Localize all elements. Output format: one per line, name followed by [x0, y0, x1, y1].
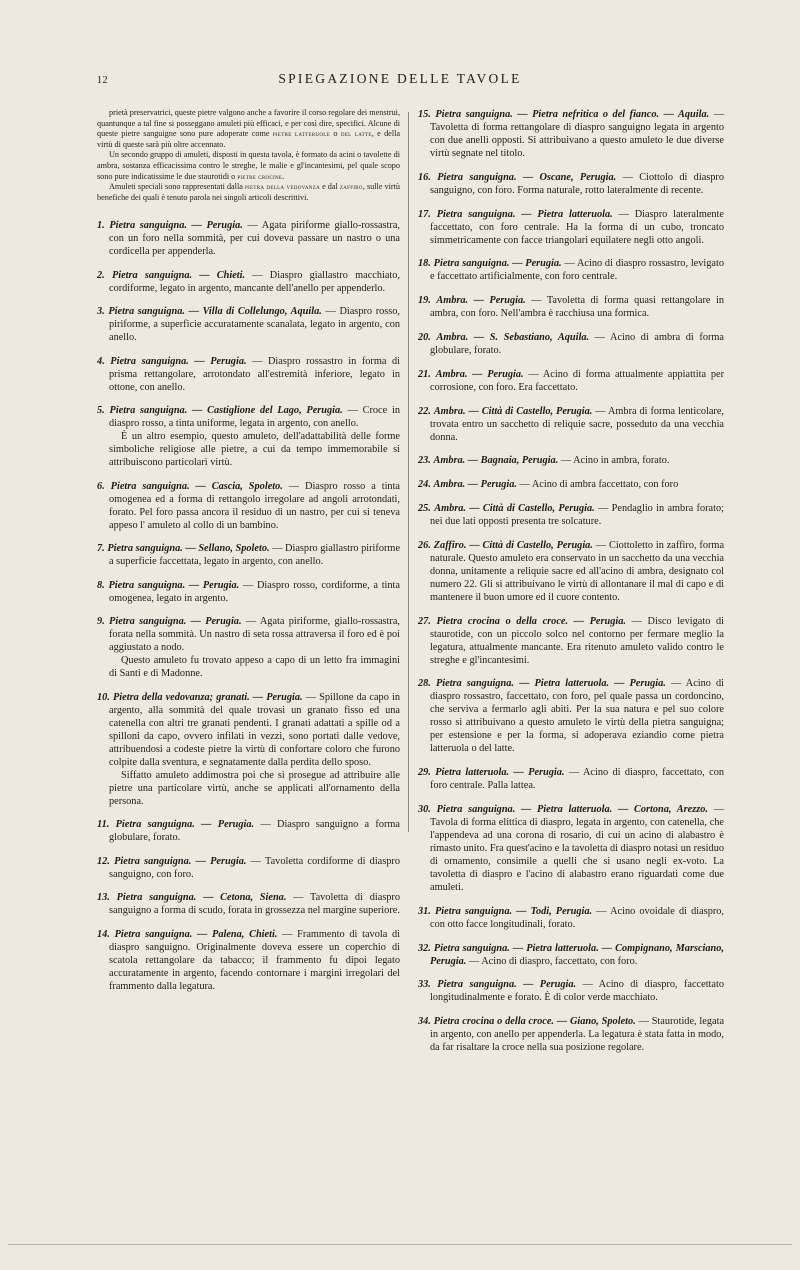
- entry-number: 15.: [418, 109, 431, 120]
- catalog-entry: [418, 677, 724, 755]
- entry-description: — Tavoletta cordiforme di diaspro sanguigno, con foro.: [109, 855, 400, 880]
- catalog-entry: [418, 171, 724, 197]
- entry-description: — Croce in diaspro rosso, a tinta uniforme, legata in argento, con anello.: [109, 405, 400, 430]
- entry-number: 12.: [97, 855, 110, 867]
- entry-heading: Pietra della vedovanza; granati. — Perugia.: [113, 691, 303, 703]
- catalog-entry: [97, 891, 400, 917]
- entry-number: 1.: [97, 220, 105, 232]
- entry-description: — Acino di diaspro rossastro, levigato e faccettato artificialmente, con foro centrale.: [430, 258, 724, 283]
- entry-list-right: [418, 108, 724, 1054]
- entry-heading: Ambra. — Perugia.: [436, 295, 526, 307]
- catalog-entry: [418, 905, 724, 931]
- entry-description: — Acino di ambra faccettato, con foro: [516, 479, 679, 491]
- entry-description: — Acino di diaspro, faccettato, con foro centrale. Palla lattea.: [430, 767, 724, 792]
- catalog-entry: [418, 208, 724, 247]
- scan-edge-line: [8, 1244, 792, 1245]
- entry-note: Siffatto amuleto addimostra poi che si prosegue ad attribuire alle pietre una particolare virtù, anche se applicati all'ornamento della persona.: [109, 769, 400, 807]
- entry-description: — Diaspro rosso, cordiforme, a tinta omogenea, legato in argento.: [109, 579, 400, 604]
- entry-heading: Pietra latteruola. — Perugia.: [435, 767, 565, 779]
- catalog-entry: [418, 978, 724, 1004]
- entry-number: 8.: [97, 579, 105, 591]
- catalog-entry: [97, 404, 400, 469]
- small-caps-term: pietra della vedovanza: [244, 182, 320, 192]
- catalog-entry: [97, 928, 400, 993]
- intro-text-span: Un secondo gruppo di amuleti, disposti in questa tavola, è formato da acini o tavolette di ambra, sostanza efficacissima contro le streghe, le malie e gl'incantesimi, pel quale scopo sono pure indicatissime le due staurotidi o: [97, 150, 400, 181]
- catalog-entry: [418, 405, 724, 444]
- catalog-entry: [418, 331, 724, 357]
- intro-text-span: .: [282, 171, 285, 181]
- entry-number: 9.: [97, 616, 105, 628]
- entry-heading: Pietra sanguigna. — Perugia.: [110, 355, 247, 367]
- entry-number: 28.: [418, 678, 431, 690]
- entry-description: — Diaspro giallastro piriforme a superficie faccettata, legato in argento, con anello.: [109, 543, 401, 568]
- entry-number: 3.: [97, 306, 105, 318]
- entry-number: 10.: [97, 691, 110, 703]
- entry-description: — Acino ovoidale di diaspro, con otto facce longitudinali, forato.: [430, 905, 724, 930]
- intro-paragraph: [97, 150, 400, 182]
- entry-description: — Acino di diaspro, faccettato, con foro.: [466, 955, 638, 967]
- entry-number: 19.: [418, 295, 431, 307]
- entry-description: — Tavoletta di forma rettangolare di diaspro sanguigno legata in argento con due anelli opposti. Si attribuivano a questo amuleto le due diverse virtù segnate nel titolo.: [430, 109, 725, 159]
- entry-number: 16.: [418, 171, 431, 183]
- entry-heading: Pietra sanguigna. — Pietra latteruola.: [436, 208, 613, 220]
- entry-description: — Agata piriforme giallo-rossastra, con un foro nella sommità, per cui doveva passare un nastro o una cordicella per appenderla.: [109, 220, 400, 258]
- entry-heading: Pietra sanguigna. — Sellano, Spoleto.: [107, 543, 270, 555]
- small-caps-term: del latte: [340, 129, 372, 139]
- entry-description: — Acino di ambra di forma globulare, forato.: [430, 331, 724, 356]
- small-caps-term: pietre latteruole: [272, 129, 330, 139]
- entry-heading: Pietra sanguigna. — Todi, Perugia.: [435, 905, 593, 917]
- entry-description: — Diaspro sanguigno a forma globulare, forato.: [109, 819, 400, 844]
- entry-heading: Pietra sanguigna. — Perugia.: [437, 979, 577, 991]
- intro-paragraph: [97, 182, 400, 203]
- catalog-entry: [97, 305, 400, 344]
- entry-number: 32.: [418, 942, 431, 954]
- entry-number: 5.: [97, 405, 105, 417]
- entry-heading: Pietra sanguigna. — Perugia.: [114, 855, 247, 867]
- entry-note: Questo amuleto fu trovato appeso a capo di un letto fra immagini di Santi e di Madonne.: [109, 655, 400, 680]
- page-number: 12: [97, 75, 108, 86]
- entry-heading: Pietra sanguigna. — Chieti.: [111, 269, 246, 281]
- entry-heading: Pietra sanguigna. — Oscane, Perugia.: [437, 171, 617, 183]
- entry-number: 30.: [418, 803, 431, 815]
- catalog-entry: [97, 355, 400, 394]
- entry-description: — Acino di diaspro, faccettato longitudinalmente e forato. È di color verde macchiato.: [430, 979, 724, 1004]
- entry-number: 25.: [418, 502, 431, 514]
- entry-description: — Acino di forma attualmente appiattita per corrosione, con foro. Era faccettato.: [430, 368, 725, 393]
- entry-number: 34.: [418, 1016, 431, 1028]
- entry-number: 23.: [418, 455, 431, 467]
- catalog-entry: [97, 855, 400, 881]
- catalog-entry: [418, 257, 724, 283]
- entry-number: 7.: [97, 543, 105, 555]
- entry-number: 26.: [418, 539, 431, 551]
- entry-number: 6.: [97, 480, 105, 492]
- entry-number: 11.: [97, 819, 110, 831]
- entry-heading: Pietra sanguigna. — Cetona, Siena.: [116, 892, 287, 904]
- entry-number: 22.: [418, 405, 431, 417]
- entry-description: — Frammento di tavola di diaspro sanguigno. Originalmente doveva essere un coperchio di scatola rettangolare da tabacco; il frammento fu dipoi legato accuratamente in argento, facendo contornare i margini irregolari del frammento dalla legatura.: [109, 928, 401, 992]
- catalog-entry: [418, 539, 724, 604]
- entry-heading: Pietra sanguigna. — Perugia.: [109, 616, 242, 628]
- entry-description: — Tavoletta di forma quasi rettangolare in ambra, con foro. Nell'ambra è racchiusa una formica.: [430, 295, 724, 320]
- entry-number: 29.: [418, 767, 431, 779]
- entry-heading: Zaffiro. — Città di Castello, Perugia.: [433, 539, 593, 551]
- entry-description: — Tavoletta di diaspro sanguigno a forma di scudo, forata in grossezza nel margine superiore.: [109, 892, 401, 917]
- entry-description: — Acino in ambra, forato.: [558, 455, 670, 467]
- catalog-entry: [418, 368, 724, 394]
- catalog-entry: [418, 478, 724, 491]
- catalog-entry: [97, 579, 400, 605]
- entry-description: — Staurotide, legata in argento, con anello per appenderla. La legatura è stata fatta in modo, da far risaltare la croce nella sua posizione regolare.: [430, 1016, 725, 1054]
- entry-heading: Pietra sanguigna. — Castiglione del Lago, Perugia.: [109, 405, 343, 417]
- entry-number: 20.: [418, 331, 431, 343]
- intro-text-span: Amuleti speciali sono rappresentati dalla: [109, 182, 245, 192]
- entry-description: — Diaspro rossastro in forma di prisma rettangolare, arrotondato all'estremità inferiore, legato in ottone, con anello.: [109, 355, 400, 393]
- entry-heading: Pietra sanguigna. — Cascia, Spoleto.: [110, 480, 283, 492]
- entry-heading: Pietra sanguigna. — Pietra latteruola. — Perugia.: [435, 678, 666, 690]
- entry-heading: Pietra sanguigna. — Villa di Collelungo, Aquila.: [108, 306, 322, 318]
- entry-heading: Ambra. — Perugia.: [433, 479, 517, 491]
- catalog-entry: [97, 219, 400, 258]
- catalog-entry: [97, 269, 400, 295]
- entry-note: È un altro esempio, questo amuleto, dell'adattabilità delle forme simboliche religiose alle pietre, a cui da tempo immemorabile si attribuiscono particolari virtù.: [109, 431, 400, 469]
- entry-heading: Pietra crocina o della croce. — Giano, Spoleto.: [433, 1016, 636, 1028]
- column-divider: [408, 112, 409, 832]
- catalog-entry: [97, 691, 400, 808]
- intro-text-span: o: [330, 129, 341, 139]
- entry-heading: Pietra sanguigna. — Perugia.: [115, 819, 255, 831]
- right-column: [418, 108, 724, 1065]
- catalog-entry: [418, 454, 724, 467]
- entry-heading: Ambra. — S. Sebastiano, Aquila.: [436, 331, 590, 343]
- intro-text-span: prietà preservatrici, queste pietre valgono anche a favorire il corso regolare dei menstrui, quantunque a tal fine si posseggano amuleti più efficaci, e per così dire, specifici. Alcune di queste pietre sanguigne sono pure adoperate come: [97, 108, 400, 139]
- entry-number: 14.: [97, 928, 110, 940]
- catalog-entry: [97, 480, 400, 532]
- entry-heading: Pietra sanguigna. — Pietra latteruola. — Compignano, Marsciano, Perugia.: [430, 942, 724, 967]
- entry-number: 33.: [418, 979, 431, 991]
- entry-list-left: [97, 219, 400, 993]
- entry-description: — Diaspro giallastro macchiato, cordiforme, legato in argento, mancante dell'anello per appenderlo.: [109, 269, 400, 294]
- intro-paragraph: [97, 108, 400, 150]
- entry-description: — Diaspro lateralmente faccettato, con foro centrale. Ha la forma di un cubo, troncato simmetricamente con facce triangolari equilatere negli otto angoli.: [430, 208, 724, 246]
- entry-description: — Ciottolo di diaspro sanguigno, con foro. Forma naturale, rotto lateralmente di recente.: [430, 171, 724, 196]
- entry-heading: Pietra sanguigna. — Pietra latteruola. — Cortona, Arezzo.: [436, 803, 708, 815]
- entry-description: — Tavola di forma elittica di diaspro, legata in argento, con catenella, che l'appendeva ad una corona di rosario, di cui un acino di alabastro è rimasto unito. Fra quest'acino e la tavoletta di diaspro notasi un residuo di ornamento, consimile a quelli che si usano negli ex-voto. La tavoletta di diaspro e l'acino di alabastro erano riguardati come due amuleti.: [430, 803, 725, 893]
- entry-description: — Disco levigato di staurotide, con un piccolo solco nel contorno per fermare meglio la legatura, attualmente mancante. Era ritenuto amuleto valido contro le streghe e gl'incantesimi.: [430, 615, 725, 666]
- entry-description: — Ciottoletto in zaffiro, forma naturale. Questo amuleto era conservato in un sacchetto da una vecchia donna, unitamente a reliquie sacre ed all'acino di ambra, designato col numero 22. Gli si attribuivano le virtù di allontanare il mal di capo e di mantenere il buon umore ed il cuore contento.: [430, 539, 725, 603]
- entry-number: 18.: [418, 258, 431, 270]
- entry-heading: Ambra. — Città di Castello, Perugia.: [433, 405, 593, 417]
- catalog-entry: [97, 615, 400, 680]
- entry-heading: Pietra sanguigna. — Perugia.: [108, 579, 240, 591]
- intro-text-span: e dal: [319, 182, 340, 192]
- catalog-entry: [418, 615, 724, 667]
- entry-description: — Acino di diaspro rossastro, faccettato, con foro, pel quale passa un cordoncino, che serviva a fermarlo agli abiti. Per la sua natura e pel suo colore rosso si attribuivano a questo amuleto le virtù della pietra sanguigna; per estensione e per la forma, si adoperava eziandio come pietra latteruola o del latte.: [430, 678, 725, 755]
- entry-description: — Pendaglio in ambra forato; nei due lati opposti presenta tre solcature.: [430, 502, 724, 527]
- intro-text: [97, 108, 400, 203]
- catalog-entry: [97, 818, 400, 844]
- entry-heading: Pietra sanguigna. — Palena, Chieti.: [114, 928, 278, 940]
- entry-heading: Ambra. — Città di Castello, Perugia.: [434, 502, 595, 514]
- catalog-entry: [418, 942, 724, 968]
- entry-description: — Agata piriforme, giallo-rossastra, forata nella sommità. Un nastro di seta rossa attraversa il foro ed è poi aggiustato a nodo.: [109, 616, 400, 654]
- entry-number: 4.: [97, 355, 105, 367]
- entry-number: 17.: [418, 208, 431, 220]
- catalog-entry: [418, 766, 724, 792]
- running-title: SPIEGAZIONE DELLE TAVOLE: [278, 71, 522, 86]
- entry-heading: Ambra. — Bagnaia, Perugia.: [433, 455, 559, 467]
- entry-description: — Diaspro rosso a tinta omogenea ed a forma di rettangolo irregolare ad angoli arrotondati, forato. Pel foro passa ancora il residuo di un nastro, per cui si teneva appeso l' amuleto al collo di un bambino.: [109, 480, 401, 531]
- catalog-entry: [418, 502, 724, 528]
- catalog-entry: [418, 803, 724, 894]
- entry-description: — Ambra di forma lenticolare, trovata entro un sacchetto di reliquie sacre, posseduto da una vecchia donna.: [430, 405, 724, 443]
- entry-heading: Pietra sanguigna. — Perugia.: [109, 220, 243, 232]
- intro-text-span: , e della virtù di queste sarà più oltre accennato.: [97, 129, 401, 149]
- small-caps-term: pietre crocine: [237, 171, 283, 181]
- entry-number: 13.: [97, 892, 110, 904]
- entry-number: 27.: [418, 615, 431, 627]
- entry-description: — Diaspro rosso, piriforme, a superficie accuratamente scanalata, legato in argento, con anello.: [109, 306, 401, 344]
- entry-number: 24.: [418, 479, 431, 491]
- catalog-entry: [418, 108, 724, 160]
- entry-number: 21.: [418, 368, 431, 380]
- entry-description: — Spillone da capo in argento, alla sommità del quale trovasi un granato fisso ed una catenella con altri tre granati pendenti. I granati adattati a spille od a spilloni da capo, ovvero infilati in vezzi, sono portati dalle vedove, attribuendosi a codeste pietre la virtù di confortare coloro che furono colpite dalla sventura, e segnatamente dalla perdita dello sposo.: [109, 691, 400, 768]
- small-caps-term: zaffiro: [339, 182, 363, 192]
- entry-number: 2.: [97, 269, 105, 281]
- catalog-entry: [418, 1015, 724, 1054]
- entry-heading: Ambra. — Perugia.: [435, 368, 524, 380]
- entry-heading: Pietra sanguigna. — Pietra nefritica o del fianco. — Aquila.: [435, 109, 710, 120]
- entry-number: 31.: [418, 905, 431, 917]
- entry-heading: Pietra sanguigna. — Perugia.: [433, 258, 562, 270]
- catalog-entry: [97, 542, 400, 568]
- intro-text-span: , sulle virtù benefiche dei quali è tenuto parola nei singoli articoli descrittivi.: [97, 182, 401, 202]
- catalog-entry: [418, 294, 724, 320]
- entry-heading: Pietra crocina o della croce. — Perugia.: [436, 615, 626, 627]
- left-column: [97, 108, 400, 1003]
